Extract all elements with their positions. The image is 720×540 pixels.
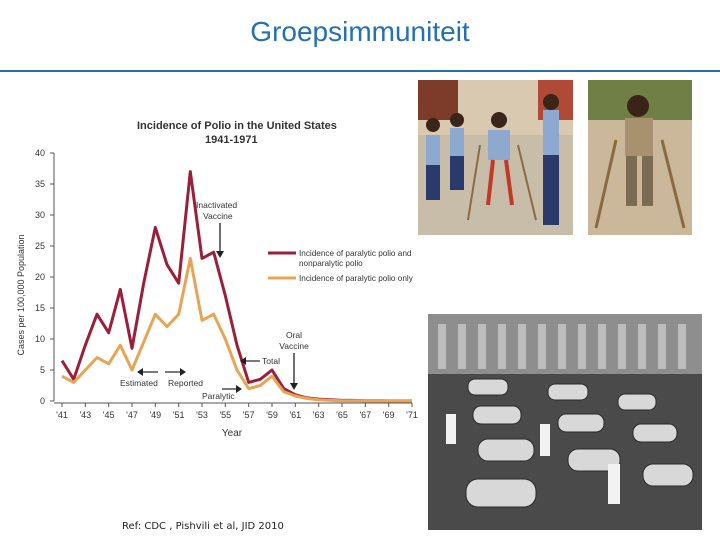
x-tick-label: '51 (172, 410, 185, 420)
chart-title: Incidence of Polio in the United States (137, 120, 337, 132)
y-tick-label: 15 (34, 303, 45, 313)
iron-lung-ward-photo (428, 314, 702, 530)
x-tick-label: '63 (312, 410, 325, 420)
x-tick-label: '57 (242, 410, 255, 420)
annotation-reported: Reported (168, 378, 203, 388)
y-tick-label: 0 (39, 396, 45, 406)
y-axis-label: Cases per 100,000 Population (16, 234, 26, 356)
annotation-oral-line1: Oral (285, 330, 303, 340)
slide-title: Groepsimmuniteit (250, 16, 470, 47)
annotation-paralytic: Paralytic (202, 391, 235, 401)
legend-label (299, 249, 412, 268)
annotation-arrowhead (137, 368, 143, 376)
y-tick-label: 20 (34, 272, 45, 282)
boy-with-crutches-photo (588, 80, 692, 235)
x-tick-label: '67 (359, 410, 372, 420)
annotation-inactivated-line2: Vaccine (203, 211, 233, 221)
legend-label-line: nonparalytic polio (299, 259, 363, 268)
x-tick-label: '45 (102, 410, 115, 420)
x-axis-label: Year (221, 428, 243, 439)
x-tick-label: '65 (336, 410, 348, 420)
annotation-oral-line2: Vaccine (279, 341, 309, 351)
title-divider (0, 70, 720, 72)
y-tick-label: 5 (39, 365, 45, 375)
y-tick-label: 25 (34, 241, 45, 251)
x-tick-label: '47 (126, 410, 138, 420)
legend-label: Incidence of paralytic polio only (299, 274, 413, 283)
annotation-inactivated-line1: Inactivated (196, 200, 238, 210)
annotation-arrowhead (290, 383, 298, 390)
y-tick-label: 35 (34, 179, 45, 189)
x-tick-label: '69 (382, 410, 395, 420)
chart-subtitle: 1941-1971 (205, 134, 258, 146)
x-tick-label: '49 (149, 410, 162, 420)
annotation-arrowhead (180, 368, 186, 376)
annotation-estimated: Estimated (120, 378, 158, 388)
x-tick-label: '55 (219, 410, 232, 420)
polio-incidence-chart (0, 105, 440, 450)
y-tick-label: 10 (34, 334, 45, 344)
children-on-crutches-photo (418, 80, 573, 235)
x-tick-label: '61 (289, 410, 302, 420)
x-tick-label: '53 (196, 410, 208, 420)
annotation-total: Total (262, 356, 280, 366)
y-tick-label: 40 (34, 148, 45, 158)
x-tick-label: '59 (266, 410, 278, 420)
annotation-arrowhead (216, 251, 224, 258)
reference-note: Ref: CDC , Pishvili et al, JID 2010 (122, 521, 284, 532)
y-tick-label: 30 (34, 210, 45, 220)
annotation-arrowhead (236, 385, 242, 393)
x-tick-label: '41 (56, 410, 68, 420)
x-tick-label: '43 (79, 410, 92, 420)
legend-label-line: Incidence of paralytic polio and (299, 249, 412, 258)
x-tick-label: '71 (406, 410, 418, 420)
